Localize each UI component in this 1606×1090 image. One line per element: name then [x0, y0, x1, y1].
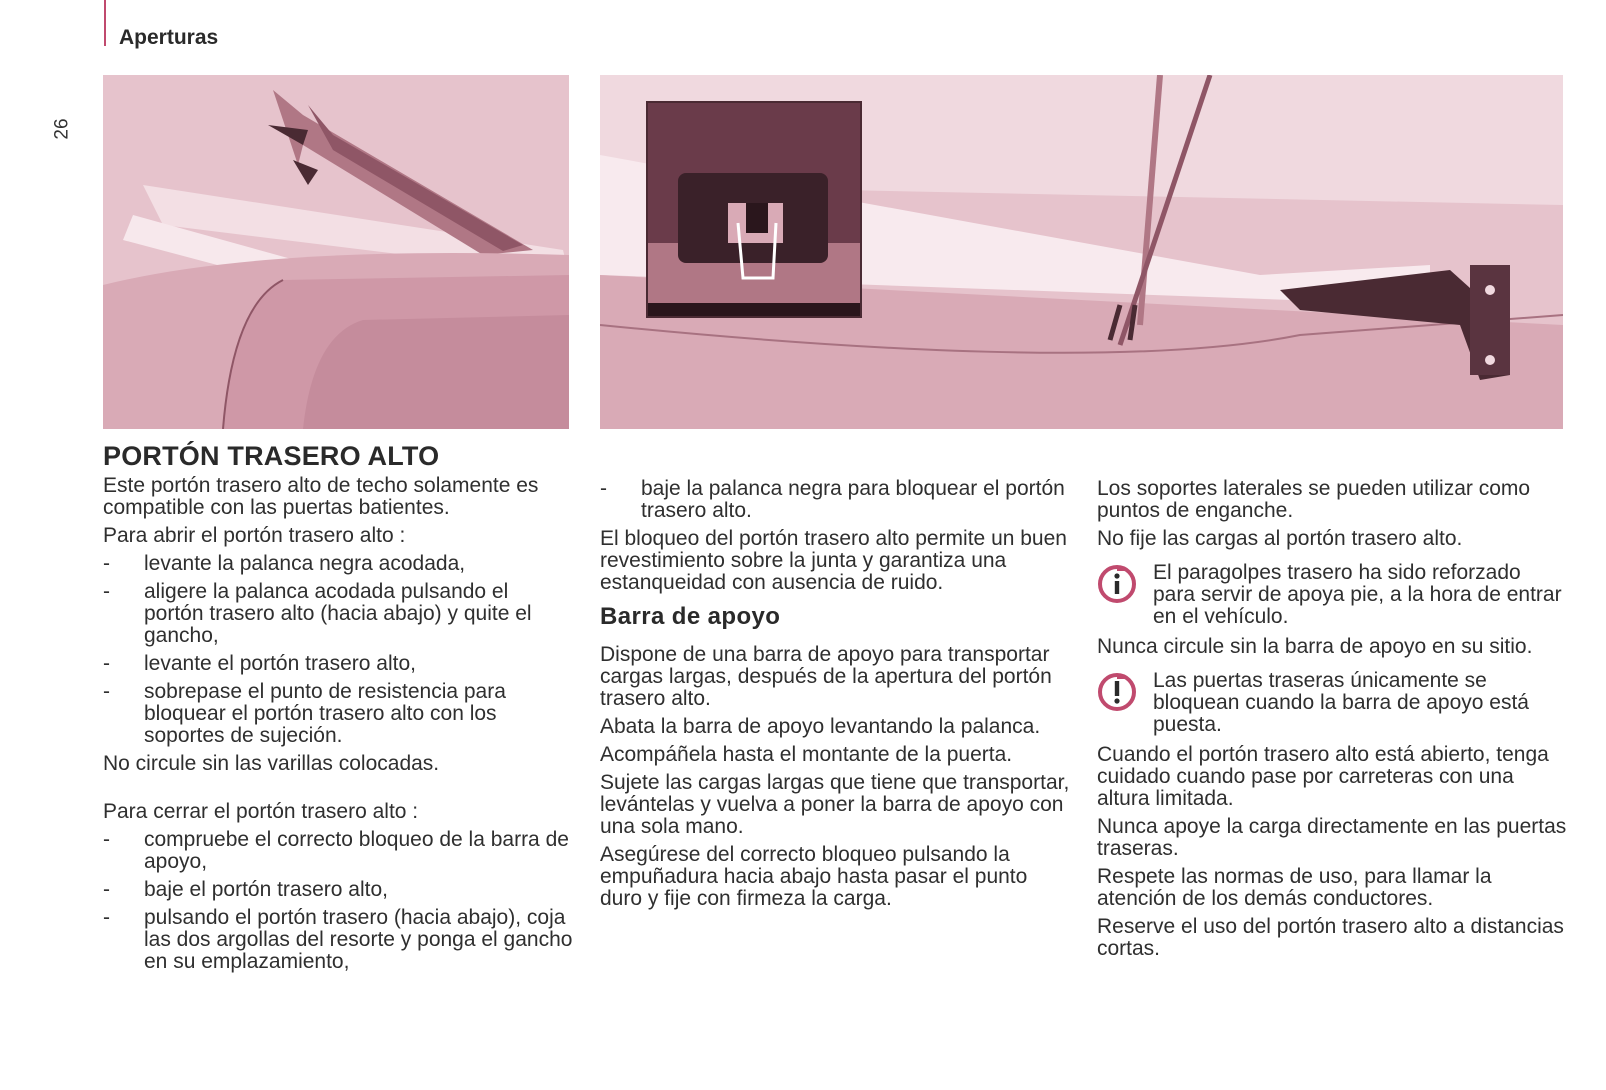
header-rule [104, 0, 106, 46]
open-steps-list [103, 553, 573, 747]
paragraph: El bloqueo del portón trasero alto permite un buen revestimiento sobre la junta y garantiza una estanqueidad con ausencia de ruido. [600, 527, 1067, 594]
info-icon [1097, 564, 1137, 604]
warning-note-text: Las puertas traseras únicamente se bloquean cuando la barra de apoyo está puesta. [1153, 669, 1529, 736]
paragraph: Reserve el uso del portón trasero alto a distancias cortas. [1097, 915, 1564, 960]
close-steps-list [103, 829, 573, 973]
list-item: - compruebe el correcto bloqueo de la barra de apoyo, [103, 829, 573, 873]
info-note [1097, 562, 1567, 628]
paragraph: Abata la barra de apoyo levantando la palanca. [600, 715, 1041, 738]
list-item: - aligere la palanca acodada pulsando el portón trasero alto (hacia abajo) y quite el gancho, [103, 581, 573, 647]
paragraph: Este portón trasero alto de techo solamente es compatible con las puertas batientes. [103, 474, 539, 519]
subheading: Barra de apoyo [600, 603, 781, 630]
close-steps-list-continued [600, 478, 1070, 522]
paragraph: Respete las normas de uso, para llamar la atención de los demás conductores. [1097, 865, 1492, 910]
paragraph: Nunca apoye la carga directamente en las puertas traseras. [1097, 815, 1567, 860]
paragraph: Cuando el portón trasero alto está abierto, tenga cuidado cuando pase por carreteras con una altura limitada. [1097, 743, 1549, 810]
paragraph: Para abrir el portón trasero alto : [103, 524, 406, 547]
paragraph: Asegúrese del correcto bloqueo pulsando la empuñadura hacia abajo hasta pasar el punto duro y fije con firmeza la carga. [600, 843, 1028, 910]
column-3 [1097, 478, 1567, 966]
page-number: 26 [51, 118, 73, 140]
list-item: - levante el portón trasero alto, [103, 653, 573, 675]
tailgate-open-illustration [103, 75, 569, 429]
section-title: Aperturas [119, 26, 219, 49]
paragraph: Nunca circule sin la barra de apoyo en su sitio. [1097, 635, 1533, 658]
info-note-text: El paragolpes trasero ha sido reforzado para servir de apoya pie, a la hora de entrar en el vehículo. [1153, 561, 1562, 628]
list-item: - sobrepase el punto de resistencia para bloquear el portón trasero alto con los soportes de sujeción. [103, 681, 573, 747]
paragraph: No circule sin las varillas colocadas. [103, 752, 440, 775]
paragraph: Los soportes laterales se pueden utilizar como puntos de enganche. [1097, 477, 1531, 522]
paragraph: No fije las cargas al portón trasero alto. [1097, 527, 1463, 550]
tailgate-open-drawing [103, 75, 569, 429]
list-item: - baje la palanca negra para bloquear el portón trasero alto. [600, 478, 1070, 522]
main-heading: PORTÓN TRASERO ALTO [103, 441, 440, 471]
list-item: - levante la palanca negra acodada, [103, 553, 573, 575]
paragraph: Sujete las cargas largas que tiene que transportar, levántelas y vuelva a poner la barra de apoyo con una sola mano. [600, 771, 1070, 838]
list-item: - pulsando el portón trasero (hacia abajo), coja las dos argollas del resorte y ponga el gancho en su emplazamiento, [103, 907, 573, 973]
latch-closeup-drawing [648, 103, 860, 316]
column-1 [103, 441, 573, 979]
warning-note [1097, 670, 1567, 736]
paragraph: Dispone de una barra de apoyo para transportar cargas largas, después de la apertura del portón trasero alto. [600, 643, 1052, 710]
latch-closeup-inset [646, 101, 862, 318]
warning-icon [1097, 672, 1137, 712]
paragraph: Para cerrar el portón trasero alto : [103, 800, 419, 823]
column-2 [600, 478, 1070, 916]
list-item: - baje el portón trasero alto, [103, 879, 573, 901]
paragraph: Acompáñela hasta el montante de la puerta. [600, 743, 1013, 766]
support-bar-illustration [600, 75, 1563, 429]
